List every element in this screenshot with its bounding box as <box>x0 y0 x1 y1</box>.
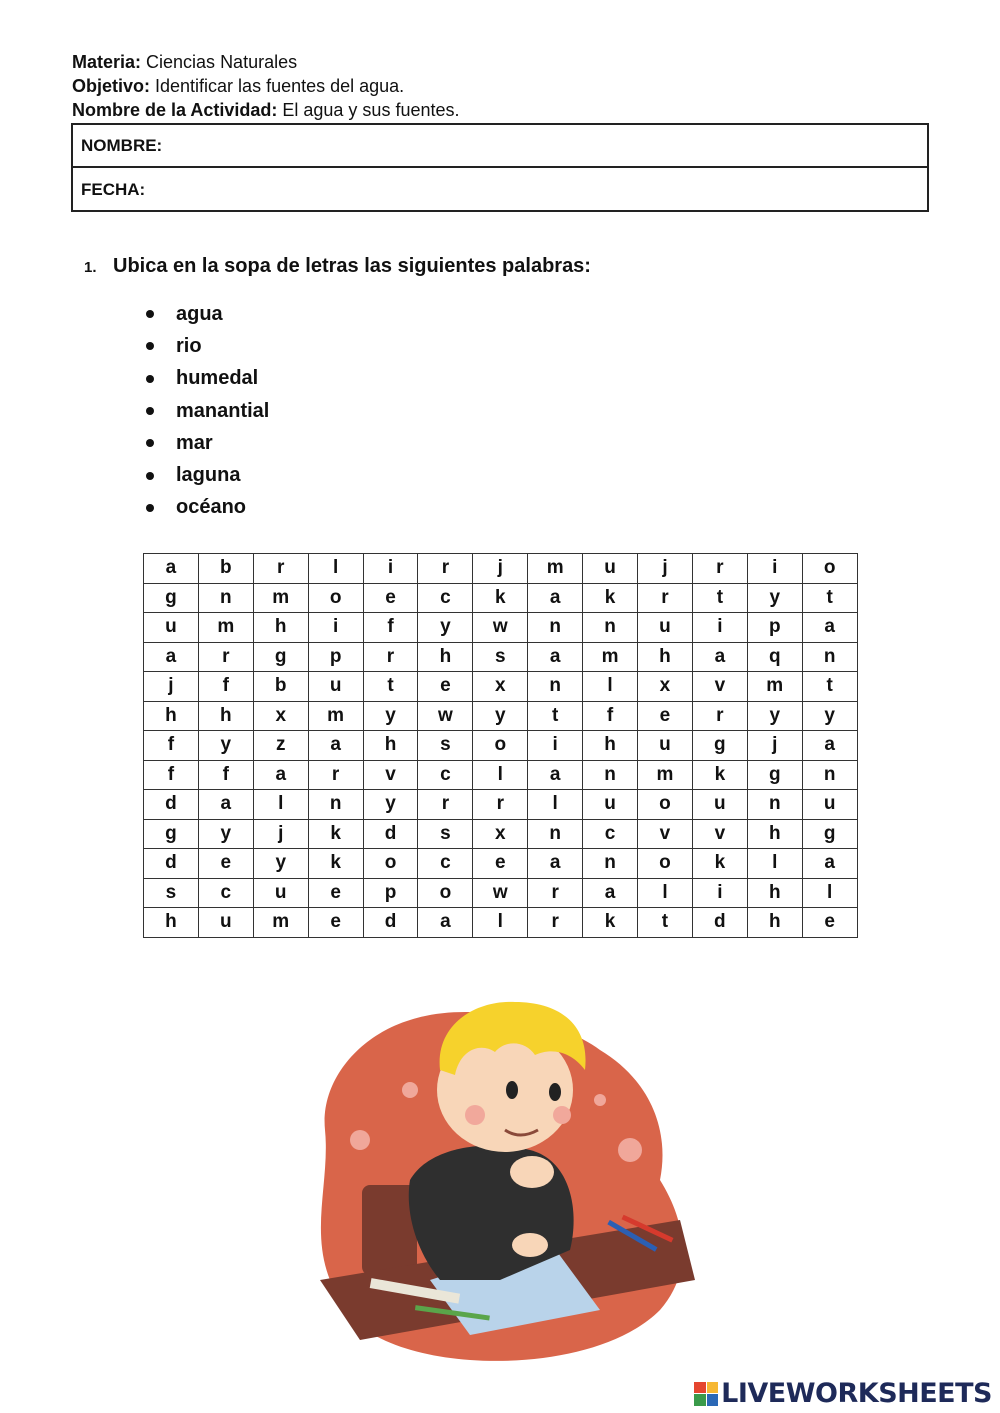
word-list-item <box>144 363 269 395</box>
grid-cell[interactable]: g <box>692 731 747 761</box>
grid-cell[interactable]: a <box>528 760 583 790</box>
grid-cell[interactable]: m <box>253 583 308 613</box>
boy-drawing-illustration <box>300 980 700 1370</box>
eye <box>549 1083 561 1101</box>
grid-row <box>144 613 858 643</box>
bullet-icon <box>146 342 154 350</box>
grid-cell[interactable]: y <box>363 701 418 731</box>
bullet-icon <box>146 472 154 480</box>
grid-cell[interactable]: q <box>747 642 802 672</box>
grid-cell[interactable]: h <box>747 878 802 908</box>
grid-cell[interactable]: t <box>802 672 857 702</box>
materia-row: Materia: Ciencias Naturales <box>72 52 298 72</box>
objetivo-row: Objetivo: Identificar las fuentes del agua. <box>72 76 405 96</box>
grid-cell[interactable]: n <box>198 583 253 613</box>
grid-row <box>144 731 858 761</box>
grid-cell[interactable]: e <box>638 701 693 731</box>
grid-cell[interactable]: m <box>308 701 363 731</box>
grid-cell[interactable]: n <box>583 613 638 643</box>
grid-cell[interactable]: w <box>473 613 528 643</box>
word-text: océano <box>176 496 247 519</box>
brand-name: LIVEWORKSHEETS <box>721 1378 992 1409</box>
hand <box>510 1156 554 1188</box>
grid-cell[interactable]: a <box>802 613 857 643</box>
grid-cell[interactable]: f <box>198 672 253 702</box>
grid-cell[interactable]: k <box>308 849 363 879</box>
grid-cell[interactable]: e <box>308 908 363 938</box>
grid-cell[interactable]: h <box>583 731 638 761</box>
grid-cell[interactable]: i <box>692 613 747 643</box>
grid-cell[interactable]: l <box>583 672 638 702</box>
grid-cell[interactable]: i <box>528 731 583 761</box>
grid-cell[interactable]: m <box>583 642 638 672</box>
grid-cell[interactable]: s <box>144 878 199 908</box>
grid-cell[interactable]: n <box>583 849 638 879</box>
grid-cell[interactable]: u <box>308 672 363 702</box>
grid-cell[interactable]: k <box>308 819 363 849</box>
cheek <box>465 1105 485 1125</box>
grid-cell[interactable]: k <box>692 760 747 790</box>
grid-cell[interactable]: n <box>528 613 583 643</box>
grid-cell[interactable]: w <box>473 878 528 908</box>
grid-cell[interactable]: y <box>473 701 528 731</box>
grid-cell[interactable]: n <box>802 760 857 790</box>
grid-cell[interactable]: j <box>144 672 199 702</box>
grid-cell[interactable]: x <box>473 672 528 702</box>
grid-cell[interactable]: t <box>528 701 583 731</box>
grid-cell[interactable]: r <box>473 790 528 820</box>
grid-cell[interactable]: o <box>363 849 418 879</box>
bullet-icon <box>146 439 154 447</box>
chair <box>362 1185 417 1275</box>
grid-cell[interactable]: p <box>363 878 418 908</box>
grid-cell[interactable]: c <box>418 849 473 879</box>
grid-row <box>144 760 858 790</box>
grid-cell[interactable]: i <box>363 554 418 584</box>
grid-cell[interactable]: u <box>198 908 253 938</box>
logo-icon <box>694 1382 718 1406</box>
grid-cell[interactable]: n <box>802 642 857 672</box>
grid-cell[interactable]: m <box>528 554 583 584</box>
grid-cell[interactable]: m <box>253 908 308 938</box>
grid-cell[interactable]: h <box>253 613 308 643</box>
grid-row <box>144 819 858 849</box>
grid-cell[interactable]: x <box>253 701 308 731</box>
grid-cell[interactable]: c <box>583 819 638 849</box>
grid-cell[interactable]: w <box>418 701 473 731</box>
grid-cell[interactable]: c <box>418 583 473 613</box>
word-list-item <box>144 395 269 427</box>
grid-cell[interactable]: i <box>747 554 802 584</box>
grid-cell[interactable]: y <box>418 613 473 643</box>
grid-cell[interactable]: u <box>583 554 638 584</box>
grid-cell[interactable]: j <box>638 554 693 584</box>
grid-cell[interactable]: u <box>144 613 199 643</box>
grid-cell[interactable]: t <box>802 583 857 613</box>
grid-cell[interactable]: g <box>144 583 199 613</box>
grid-cell[interactable]: r <box>253 554 308 584</box>
bullet-icon <box>146 375 154 383</box>
grid-cell[interactable]: h <box>144 908 199 938</box>
grid-cell[interactable]: b <box>253 672 308 702</box>
grid-cell[interactable]: g <box>253 642 308 672</box>
grid-row <box>144 583 858 613</box>
grid-cell[interactable]: v <box>638 819 693 849</box>
grid-cell[interactable]: g <box>144 819 199 849</box>
word-list-item <box>144 492 269 524</box>
grid-cell[interactable]: a <box>198 790 253 820</box>
grid-cell[interactable]: a <box>802 731 857 761</box>
grid-cell[interactable]: r <box>692 701 747 731</box>
grid-cell[interactable]: r <box>418 554 473 584</box>
grid-cell[interactable]: t <box>638 908 693 938</box>
grid-cell[interactable]: f <box>144 760 199 790</box>
grid-cell[interactable]: k <box>583 908 638 938</box>
grid-cell[interactable]: r <box>198 642 253 672</box>
word-list-item <box>144 330 269 362</box>
word-search-grid <box>143 553 858 938</box>
grid-cell[interactable]: c <box>418 760 473 790</box>
grid-cell[interactable]: a <box>692 642 747 672</box>
grid-cell[interactable]: l <box>802 878 857 908</box>
grid-cell[interactable]: e <box>363 583 418 613</box>
grid-cell[interactable]: o <box>802 554 857 584</box>
grid-cell[interactable]: b <box>198 554 253 584</box>
grid-cell[interactable]: u <box>583 790 638 820</box>
grid-cell[interactable]: m <box>198 613 253 643</box>
grid-cell[interactable]: y <box>802 701 857 731</box>
grid-cell[interactable]: i <box>692 878 747 908</box>
grid-cell[interactable]: n <box>583 760 638 790</box>
grid-cell[interactable]: h <box>638 642 693 672</box>
grid-cell[interactable]: p <box>308 642 363 672</box>
grid-cell[interactable]: g <box>747 760 802 790</box>
grid-cell[interactable]: o <box>638 849 693 879</box>
grid-cell[interactable]: t <box>363 672 418 702</box>
grid-cell[interactable]: h <box>418 642 473 672</box>
actividad-row: Nombre de la Actividad: El agua y sus fuentes. <box>72 100 460 120</box>
grid-cell[interactable]: n <box>747 790 802 820</box>
grid-cell[interactable]: a <box>528 849 583 879</box>
cheek <box>553 1106 571 1124</box>
grid-cell[interactable]: d <box>692 908 747 938</box>
grid-cell[interactable]: r <box>418 790 473 820</box>
bubble <box>594 1094 606 1106</box>
grid-cell[interactable]: e <box>802 908 857 938</box>
grid-cell[interactable]: u <box>692 790 747 820</box>
word-list-item <box>144 427 269 459</box>
question-number: 1. <box>84 259 97 276</box>
grid-cell[interactable]: r <box>692 554 747 584</box>
grid-cell[interactable]: x <box>473 819 528 849</box>
grid-cell[interactable]: c <box>198 878 253 908</box>
grid-cell[interactable]: y <box>198 731 253 761</box>
grid-cell[interactable]: r <box>528 878 583 908</box>
grid-cell[interactable]: y <box>363 790 418 820</box>
grid-cell[interactable]: d <box>363 908 418 938</box>
word-list-item <box>144 298 269 330</box>
grid-cell[interactable]: o <box>418 878 473 908</box>
grid-cell[interactable]: j <box>253 819 308 849</box>
grid-cell[interactable]: u <box>802 790 857 820</box>
grid-row <box>144 642 858 672</box>
grid-cell[interactable]: x <box>638 672 693 702</box>
grid-cell[interactable]: u <box>638 613 693 643</box>
grid-cell[interactable]: u <box>638 731 693 761</box>
bullet-icon <box>146 504 154 512</box>
eye <box>506 1081 518 1099</box>
grid-row <box>144 790 858 820</box>
grid-row <box>144 908 858 938</box>
grid-cell[interactable]: u <box>253 878 308 908</box>
bubble <box>402 1082 418 1098</box>
grid-cell[interactable]: y <box>747 583 802 613</box>
student-info-box <box>71 123 929 212</box>
grid-cell[interactable]: y <box>253 849 308 879</box>
grid-cell[interactable]: v <box>692 672 747 702</box>
grid-cell[interactable]: e <box>198 849 253 879</box>
grid-cell[interactable]: e <box>473 849 528 879</box>
grid-row <box>144 878 858 908</box>
grid-cell[interactable]: l <box>308 554 363 584</box>
grid-cell[interactable]: m <box>747 672 802 702</box>
grid-cell[interactable]: a <box>802 849 857 879</box>
drawing-hand <box>512 1233 548 1257</box>
grid-cell[interactable]: o <box>638 790 693 820</box>
grid-cell[interactable]: s <box>418 731 473 761</box>
word-text: laguna <box>176 464 241 487</box>
grid-cell[interactable]: l <box>253 790 308 820</box>
grid-row <box>144 554 858 584</box>
grid-cell[interactable]: r <box>528 908 583 938</box>
grid-cell[interactable]: m <box>638 760 693 790</box>
grid-cell[interactable]: a <box>308 731 363 761</box>
grid-cell[interactable]: f <box>198 760 253 790</box>
grid-cell[interactable]: h <box>747 908 802 938</box>
grid-cell[interactable]: h <box>144 701 199 731</box>
word-text: manantial <box>176 399 270 422</box>
grid-cell[interactable]: a <box>418 908 473 938</box>
header-info <box>72 50 459 122</box>
grid-row <box>144 849 858 879</box>
grid-cell[interactable]: f <box>363 613 418 643</box>
bullet-icon <box>146 310 154 318</box>
nombre-field[interactable]: NOMBRE: <box>73 125 927 168</box>
grid-cell[interactable]: n <box>528 819 583 849</box>
word-text: mar <box>176 431 213 454</box>
grid-cell[interactable]: r <box>363 642 418 672</box>
grid-cell[interactable]: l <box>638 878 693 908</box>
grid-cell[interactable]: z <box>253 731 308 761</box>
grid-cell[interactable]: a <box>528 642 583 672</box>
grid-cell[interactable]: i <box>308 613 363 643</box>
grid-cell[interactable]: p <box>747 613 802 643</box>
grid-cell[interactable]: k <box>473 583 528 613</box>
grid-cell[interactable]: y <box>747 701 802 731</box>
grid-cell[interactable]: a <box>528 583 583 613</box>
grid-cell[interactable]: t <box>692 583 747 613</box>
grid-cell[interactable]: d <box>144 790 199 820</box>
grid-cell[interactable]: o <box>473 731 528 761</box>
grid-cell[interactable]: v <box>692 819 747 849</box>
grid-cell[interactable]: a <box>144 554 199 584</box>
grid-cell[interactable]: l <box>473 908 528 938</box>
grid-cell[interactable]: e <box>308 878 363 908</box>
grid-row <box>144 672 858 702</box>
grid-cell[interactable]: j <box>473 554 528 584</box>
grid-cell[interactable]: a <box>144 642 199 672</box>
word-list <box>144 298 269 524</box>
grid-cell[interactable]: l <box>473 760 528 790</box>
grid-cell[interactable]: j <box>747 731 802 761</box>
word-list-item <box>144 459 269 491</box>
grid-cell[interactable]: h <box>198 701 253 731</box>
grid-cell[interactable]: h <box>747 819 802 849</box>
grid-cell[interactable]: l <box>747 849 802 879</box>
grid-cell[interactable]: s <box>473 642 528 672</box>
grid-cell[interactable]: e <box>418 672 473 702</box>
grid-cell[interactable]: y <box>198 819 253 849</box>
grid-cell[interactable]: k <box>692 849 747 879</box>
grid-cell[interactable]: f <box>583 701 638 731</box>
grid-cell[interactable]: a <box>253 760 308 790</box>
bubble <box>618 1138 642 1162</box>
bullet-icon <box>146 407 154 415</box>
grid-cell[interactable]: n <box>528 672 583 702</box>
grid-cell[interactable]: f <box>144 731 199 761</box>
grid-cell[interactable]: n <box>308 790 363 820</box>
grid-cell[interactable]: a <box>583 878 638 908</box>
word-text: humedal <box>176 367 259 390</box>
brand-logo <box>694 1378 992 1409</box>
fecha-field[interactable]: FECHA: <box>81 179 146 199</box>
question-text: Ubica en la sopa de letras las siguientes palabras: <box>113 255 591 277</box>
word-text: agua <box>176 302 223 325</box>
grid-cell[interactable]: h <box>363 731 418 761</box>
grid-cell[interactable]: g <box>802 819 857 849</box>
word-text: rio <box>176 334 202 357</box>
grid-cell[interactable]: k <box>583 583 638 613</box>
grid-cell[interactable]: r <box>308 760 363 790</box>
bubble <box>350 1130 370 1150</box>
grid-cell[interactable]: r <box>638 583 693 613</box>
grid-cell[interactable]: o <box>308 583 363 613</box>
grid-cell[interactable]: s <box>418 819 473 849</box>
grid-cell[interactable]: l <box>528 790 583 820</box>
grid-cell[interactable]: d <box>363 819 418 849</box>
grid-cell[interactable]: v <box>363 760 418 790</box>
grid-row <box>144 701 858 731</box>
grid-cell[interactable]: d <box>144 849 199 879</box>
